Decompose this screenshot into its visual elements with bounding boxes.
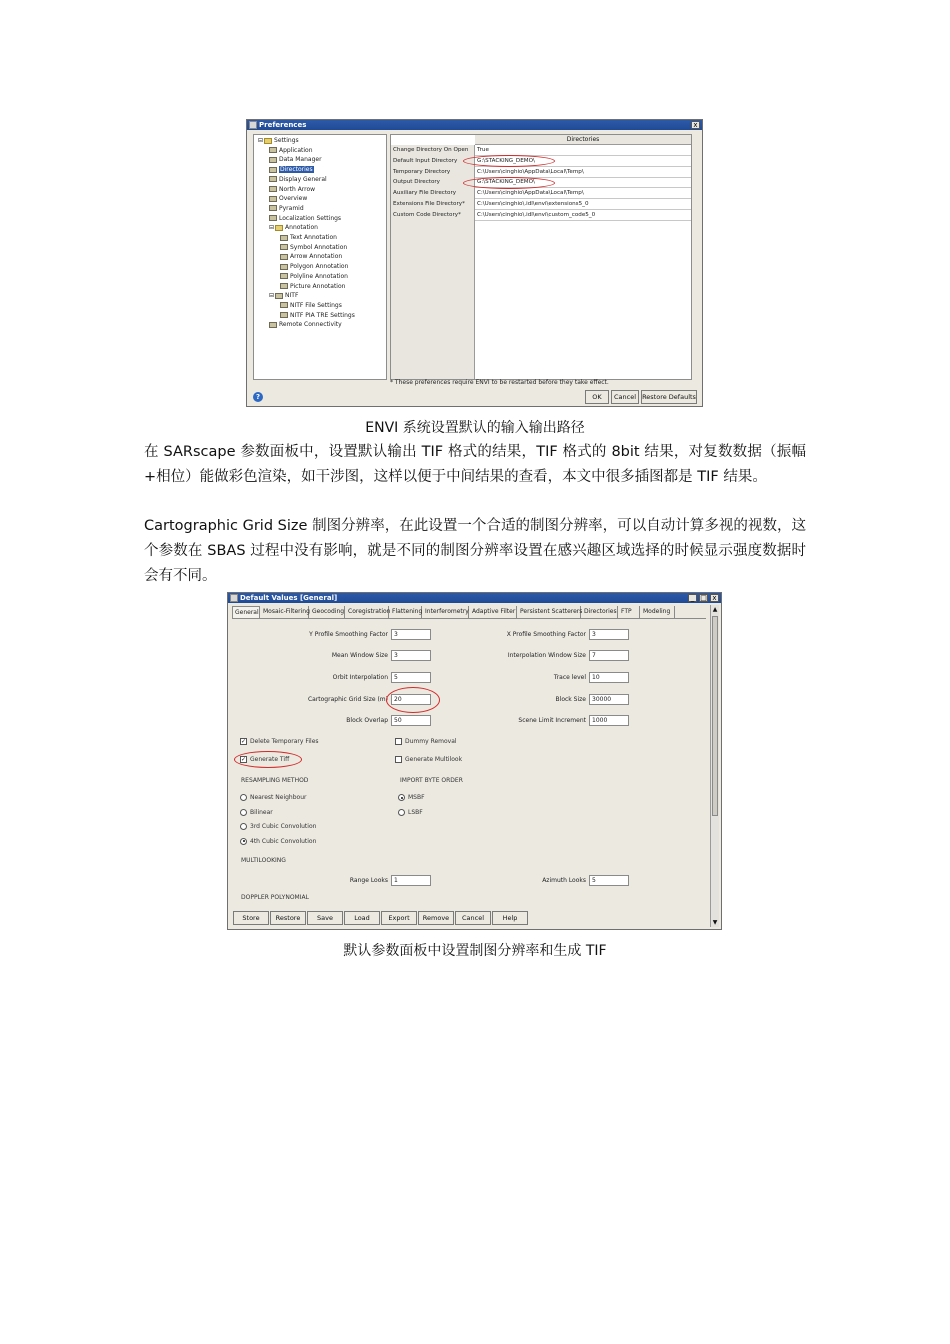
settings-page-icon [269,167,277,173]
cancel-button[interactable]: Cancel [611,390,639,404]
directory-row-label: Auxiliary File Directory [393,190,457,197]
tree-item[interactable] [269,195,307,203]
directory-row-label: Extensions File Directory* [393,201,465,207]
checkbox[interactable]: ✓ [241,738,247,745]
settings-page-icon [280,273,288,279]
radio-label: 4th Cubic Convolution [250,837,317,845]
tree-item-label: Polyline Annotation [290,272,348,280]
close-icon[interactable]: x [691,121,700,129]
cancel-button[interactable]: Cancel [455,911,491,925]
settings-page-icon [280,235,288,241]
settings-page-icon [269,322,277,328]
radio-label: Nearest Neighbour [250,794,307,801]
window-app-icon [230,594,238,602]
directory-row-label: Custom Code Directory* [393,211,461,218]
tab-interferometry[interactable]: Interferometry [423,606,469,618]
settings-page-icon [280,283,288,289]
settings-page-icon [275,293,283,299]
doppler-polynomial-title: DOPPLER POLYNOMIAL [241,894,309,901]
help-button[interactable]: Help [492,911,528,925]
directory-row-value[interactable]: G:\STACKING_DEMO\ [477,157,535,164]
radio-button[interactable] [240,823,247,830]
ok-button[interactable]: OK [585,390,609,404]
field-input[interactable]: 10 [589,672,629,683]
range-looks-label: Range Looks [349,877,388,884]
tree-expander-icon[interactable]: ⊟ [269,224,275,232]
scroll-down-icon[interactable]: ▼ [712,919,718,926]
tree-item[interactable] [258,137,299,145]
tree-item[interactable] [269,215,341,223]
checkbox-label: Dummy Removal [405,738,457,745]
settings-tree[interactable] [253,134,387,380]
tab-flattening[interactable]: Flattening [390,606,422,618]
export-button[interactable]: Export [381,911,417,925]
tree-item[interactable] [269,205,304,213]
settings-page-icon [280,302,288,308]
tree-item-label: Directories [280,166,313,174]
caption-default-values: 默认参数面板中设置制图分辨率和生成 TIF [343,943,607,959]
tree-item-label: Localization Settings [279,214,342,222]
multilooking-title: MULTILOOKING [241,857,286,864]
paragraph-grid-size: Cartographic Grid Size 制图分辨率，在此设置一个合适的制图分辨率，可以自动计算多视的视数，这个参数在 SBAS 过程中没有影响，就是不同的制图分辨率设置在感兴趣区域选择的时候显示强度数据时会有不同。 [144,518,806,584]
restart-footnote: * These preferences require ENVI to be restarted before they take effect. [390,379,609,386]
checkbox-label: Generate Multilook [405,756,463,763]
maximize-icon[interactable]: □ [700,594,707,602]
tree-item-label: Symbol Annotation [290,243,348,251]
field-label: Interpolation Window Size [507,652,586,659]
tree-item[interactable] [269,292,298,300]
resampling-method-title: RESAMPLING METHOD [241,777,309,784]
tree-expander-icon[interactable]: ⊟ [258,137,264,144]
scroll-up-icon[interactable]: ▲ [712,606,718,613]
tree-item-label: Picture Annotation [290,282,346,290]
tree-item[interactable] [269,147,313,155]
radio-button[interactable] [398,794,405,801]
field-label: Trace level [553,674,586,681]
default-values-titlebar [228,593,721,603]
load-button[interactable]: Load [344,911,380,925]
tab-coregistration[interactable]: Coregistration [346,606,389,618]
row-divider [475,220,691,221]
radio-button[interactable] [240,794,247,801]
directory-row-label: Default Input Directory [393,157,458,164]
directory-row-label: Temporary Directory [393,168,451,175]
tree-item[interactable] [269,321,342,329]
field-input[interactable]: 3 [391,629,431,640]
caption-preferences: ENVI 系统设置默认的输入输出路径 [365,420,585,436]
highlight-ellipse-input-dir [463,155,555,167]
tab-general[interactable]: General [232,606,260,618]
tree-item[interactable] [269,224,318,232]
highlight-ellipse-output-dir [463,177,555,189]
folder-icon [275,225,283,231]
field-input[interactable]: 50 [391,715,431,726]
directory-row-value[interactable]: G:\STACKING_DEMO\ [477,179,535,186]
field-label: Orbit Interpolation [332,674,388,681]
tree-item[interactable] [280,312,355,320]
highlight-ellipse-generate-tiff [234,751,302,768]
checkbox[interactable] [395,738,402,745]
directory-row-value[interactable]: True [477,147,489,153]
window-app-icon [249,121,257,129]
field-input[interactable]: 20 [391,694,431,705]
tree-item[interactable] [269,176,327,184]
tree-item-label: North Arrow [279,185,316,193]
settings-page-icon [269,186,277,192]
directory-row-label: Output Directory [393,179,440,186]
tree-item[interactable] [280,244,347,252]
preferences-title: Preferences [259,121,307,129]
highlight-ellipse-grid-size [386,687,440,713]
directories-header: Directories [475,135,691,145]
help-icon[interactable]: ? [253,392,263,402]
field-label: Y Profile Smoothing Factor [309,631,388,638]
tree-item-label: Application [279,146,313,154]
directory-row-value[interactable]: C:\Users\cinghio\AppData\Local\Temp\ [477,168,584,175]
tree-item-label: NITF File Settings [290,301,342,309]
field-label: Block Overlap [346,717,388,724]
checkbox-label: Generate Tiff [250,756,290,763]
tab-mosaic-filtering[interactable]: Mosaic-Filtering [261,606,309,618]
tree-item-label: Pyramid [279,204,304,212]
checkbox[interactable]: ✓ [241,756,247,763]
field-label: Mean Window Size [331,652,388,659]
azimuth-looks-label: Azimuth Looks [542,877,586,884]
tree-item[interactable] [280,302,342,310]
field-input[interactable]: 1000 [589,715,629,726]
remove-button[interactable]: Remove [418,911,454,925]
close-icon[interactable]: x [710,594,719,602]
field-input[interactable]: 7 [589,650,629,661]
tree-item-label: NITF PIA TRE Settings [290,311,355,319]
scroll-thumb[interactable] [712,616,718,816]
tab-adaptive-filter[interactable]: Adaptive Filter [470,606,517,618]
tree-item[interactable] [269,166,314,174]
settings-page-icon [280,264,288,270]
restore-button[interactable]: Restore [270,911,306,925]
directory-row-value[interactable]: C:\Users\cinghio\.idl\envi\extensions5_0 [477,201,589,207]
tree-item[interactable] [269,186,315,194]
field-input[interactable]: 30000 [589,694,629,705]
settings-page-icon [269,147,277,153]
preferences-titlebar [247,120,702,130]
tab-modeling[interactable]: Modeling [641,606,675,618]
tree-item[interactable] [280,263,348,271]
radio-button[interactable] [398,809,405,816]
paragraph-tif-output: 在 SARscape 参数面板中，设置默认输出 TIF 格式的结果，TIF 格式的 8bit 结果，对复数数据（振幅+相位）能做彩色渲染，如干涉图，这样以便于中间结果的查看，本文中很多插图都是 TIF 结果。 [144,444,806,485]
tree-item-label: Polygon Annotation [290,263,349,271]
settings-page-icon [280,254,288,260]
settings-page-icon [269,176,277,182]
save-button[interactable]: Save [307,911,343,925]
settings-page-icon [269,205,277,211]
vertical-scrollbar[interactable] [710,605,719,927]
tree-item-label: Data Manager [279,156,322,164]
tree-item[interactable] [280,273,348,281]
store-button[interactable]: Store [233,911,269,925]
tab-geocoding[interactable]: Geocoding [310,606,345,618]
minimize-icon[interactable]: _ [688,594,697,602]
byte-order-title: IMPORT BYTE ORDER [400,777,463,784]
directory-row-value[interactable]: C:\Users\cinghio\AppData\Local\Temp\ [477,190,584,197]
settings-page-icon [269,157,277,163]
tree-item-label: Annotation [285,224,318,232]
tree-item[interactable] [280,234,337,242]
field-label: Cartographic Grid Size (m) [307,696,388,703]
radio-button[interactable] [240,838,247,845]
tab-persistent-scatterers[interactable]: Persistent Scatterers [518,606,581,618]
settings-page-icon [280,244,288,250]
radio-label: LSBF [408,808,423,816]
tab-ftp[interactable]: FTP [619,606,640,618]
tree-item-label: Arrow Annotation [290,253,343,261]
field-label: Scene Limit Increment [518,717,586,724]
tree-item-label: Text Annotation [290,234,337,241]
tab-directories[interactable]: Directories [582,606,618,618]
tree-item-label: NITF [285,292,299,300]
default-values-title: Default Values [General] [240,594,338,602]
field-label: Block Size [555,696,586,703]
directories-table [390,134,692,380]
radio-label: MSBF [408,794,425,801]
tree-item-label: Remote Connectivity [279,321,342,329]
default-values-window [227,592,722,930]
field-input[interactable]: 3 [391,650,431,661]
field-input[interactable]: 3 [589,629,629,640]
tree-item[interactable] [280,283,345,291]
directory-row-label: Change Directory On Open [393,147,469,153]
tree-item-label: Settings [274,137,299,144]
checkbox-label: Delete Temporary Files [250,738,319,745]
settings-page-icon [269,196,277,202]
preferences-window [246,119,703,407]
range-looks-input[interactable]: 1 [391,875,431,886]
directory-row-value[interactable]: C:\Users\cinghio\.idl\envi\custom_code5_0 [477,211,596,218]
radio-label: Bilinear [250,808,273,816]
restore-defaults-button[interactable]: Restore Defaults [641,390,697,404]
tree-expander-icon[interactable]: ⊟ [269,292,275,300]
field-input[interactable]: 5 [391,672,431,683]
tree-item-label: Display General [279,175,327,183]
settings-page-icon [269,215,277,221]
tree-item[interactable] [269,156,322,164]
tree-item-label: Overview [279,195,308,203]
settings-page-icon [280,312,288,318]
tree-item[interactable] [280,253,342,261]
azimuth-looks-input[interactable]: 5 [589,875,629,886]
field-label: X Profile Smoothing Factor [506,631,586,638]
radio-label: 3rd Cubic Convolution [250,823,317,830]
checkbox[interactable] [395,756,402,763]
radio-button[interactable] [240,809,247,816]
folder-icon [264,138,272,144]
